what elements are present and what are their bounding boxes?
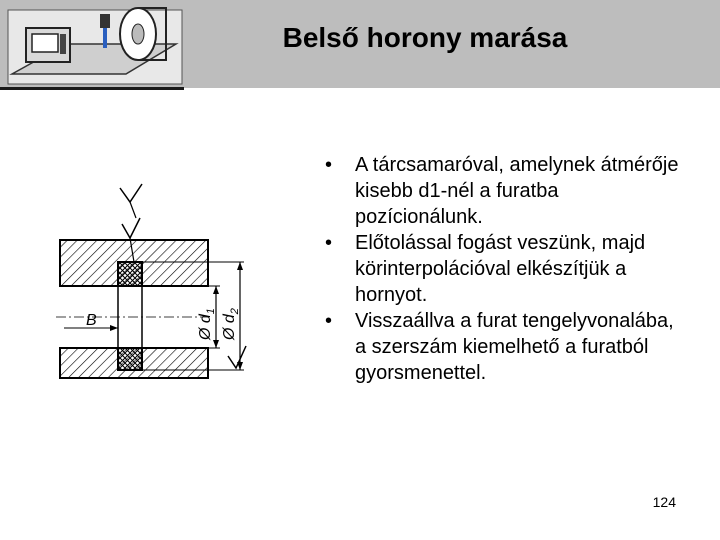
bullet-list	[325, 152, 685, 386]
internal-groove-diagram	[40, 178, 290, 398]
bullet-item: • A tárcsamaróval, amelynek átmérője kisebb d1-nél a furatba pozícionálunk.	[325, 154, 679, 228]
bullet-dot: •	[325, 310, 333, 332]
d1-label: Ø $d_1$	[197, 308, 217, 340]
d2-label: Ø $d_2$	[221, 308, 241, 340]
bullet-item: • Előtolással fogást veszünk, majd körinterpolációval elkészítjük a hornyot.	[325, 232, 646, 306]
bullet-item: • Visszaállva a furat tengelyvonalába, a szerszám kiemelhető a furatból gyorsmenettel.	[325, 310, 674, 384]
header-underline	[0, 87, 184, 90]
upper-groove	[118, 262, 142, 286]
bullet-dot: •	[325, 154, 333, 176]
lower-groove	[118, 348, 142, 370]
slide-title: Belső horony marása	[282, 22, 568, 53]
b-label: B	[86, 312, 97, 329]
cnc-machine-logo	[6, 4, 184, 88]
page-number: 124	[652, 494, 676, 510]
bullet-dot: •	[325, 232, 333, 254]
